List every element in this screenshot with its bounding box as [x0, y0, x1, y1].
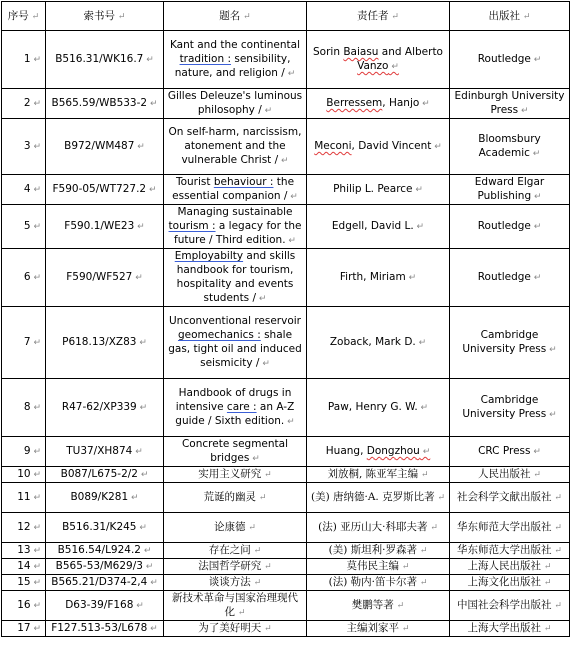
cell-publisher	[450, 575, 570, 591]
cell-author	[307, 307, 450, 379]
title-text: 新技术革命与国家治理现代化 ↵	[172, 592, 298, 618]
cell-no	[2, 437, 46, 467]
author-text-mid: , Hanjo ↵	[382, 97, 429, 109]
table-row	[2, 437, 570, 467]
cell-call-number-text: B972/WM487 ↵	[64, 140, 145, 152]
cell-publisher	[450, 513, 570, 543]
cell-title	[164, 249, 307, 307]
title-text-rest: an A-Z guide / Sixth edition. ↵	[175, 401, 294, 427]
header-row	[2, 2, 570, 31]
cell-publisher	[450, 467, 570, 483]
title-marked-text: geomechanics :	[177, 329, 261, 341]
cell-author	[307, 249, 450, 307]
author-text: Edgell, David L. ↵	[332, 220, 424, 232]
cell-title	[164, 175, 307, 205]
cell-call-number-text: B516.31/K245 ↵	[62, 521, 147, 533]
table-row	[2, 89, 570, 119]
cell-call-number	[46, 543, 164, 559]
cell-publisher	[450, 89, 570, 119]
title-marked-text: behaviour :	[213, 176, 274, 188]
header-no: 序号 ↵	[2, 2, 46, 31]
cell-no	[2, 513, 46, 543]
cell-no-text: 5 ↵	[24, 220, 41, 232]
cell-call-number	[46, 175, 164, 205]
cell-publisher-text: 人民出版社 ↵	[478, 468, 541, 480]
author-marked-text: Baiasu	[343, 46, 379, 58]
title-text: 荒诞的幽灵 ↵	[204, 491, 267, 503]
cell-call-number-text: B516.54/L924.2 ↵	[58, 544, 152, 556]
cell-publisher-text: 上海大学出版社 ↵	[468, 622, 552, 634]
table-row	[2, 31, 570, 89]
author-text: Sorin	[313, 46, 344, 58]
cell-title	[164, 119, 307, 175]
cell-author	[307, 119, 450, 175]
author-marked-text-2: Vanzo ↵	[357, 60, 399, 72]
table-row	[2, 621, 570, 637]
cell-title	[164, 621, 307, 637]
author-text: 刘放桐, 陈亚军主编 ↵	[327, 468, 428, 480]
title-text: Handbook of drugs in intensive	[175, 387, 292, 413]
cell-call-number	[46, 467, 164, 483]
title-text-rest: the essential companion / ↵	[172, 176, 298, 202]
cell-call-number-text: TU37/XH874 ↵	[66, 445, 143, 457]
cell-publisher	[450, 483, 570, 513]
cell-title	[164, 559, 307, 575]
cell-publisher	[450, 437, 570, 467]
title-text: 实用主义研究 ↵	[198, 468, 271, 480]
cell-no	[2, 175, 46, 205]
title-marked-text: tourism :	[168, 220, 216, 232]
cell-no	[2, 205, 46, 249]
cell-title	[164, 483, 307, 513]
cell-call-number-text: B565.21/D374-2,4 ↵	[51, 576, 158, 588]
cell-no-text: 9 ↵	[24, 445, 41, 457]
cell-author	[307, 591, 450, 621]
cell-author	[307, 31, 450, 89]
title-text: Tourist	[175, 176, 214, 188]
title-marked-text: Employabilty	[174, 250, 244, 262]
title-text: Concrete segmental bridges ↵	[182, 438, 288, 464]
title-text: Gilles Deleuze's luminous philosophy / ↵	[168, 90, 302, 116]
author-text: (美) 斯坦利·罗森著 ↵	[329, 544, 428, 556]
table-row	[2, 543, 570, 559]
author-text-mid: and Alberto	[378, 46, 443, 58]
cell-title	[164, 513, 307, 543]
cell-publisher	[450, 249, 570, 307]
cell-call-number-text: R47-62/XP339 ↵	[62, 401, 147, 413]
cell-title	[164, 379, 307, 437]
cell-no-text: 13 ↵	[17, 544, 41, 556]
cell-call-number-text: F590-05/WT727.2 ↵	[52, 183, 156, 195]
cell-publisher	[450, 379, 570, 437]
title-text-rest: sensibility, nature, and religion / ↵	[175, 53, 296, 79]
cell-author	[307, 437, 450, 467]
cell-call-number	[46, 559, 164, 575]
cell-call-number	[46, 483, 164, 513]
cell-call-number	[46, 307, 164, 379]
author-text: Paw, Henry G. W. ↵	[328, 401, 428, 413]
cell-call-number	[46, 205, 164, 249]
header-author: 责任者 ↵	[307, 2, 450, 31]
cell-call-number	[46, 575, 164, 591]
cell-publisher-text: Edinburgh University Press ↵	[455, 90, 565, 116]
cell-no-text: 1 ↵	[24, 53, 41, 65]
cell-no-text: 10 ↵	[17, 468, 41, 480]
table-row	[2, 483, 570, 513]
cell-call-number-text: B565.59/WB533-2 ↵	[52, 97, 158, 109]
author-text: 莫伟民主编 ↵	[347, 560, 410, 572]
table-row	[2, 575, 570, 591]
cell-call-number-text: P618.13/XZ83 ↵	[62, 336, 147, 348]
table-row	[2, 249, 570, 307]
cell-no	[2, 249, 46, 307]
title-text: 存在之问 ↵	[209, 544, 261, 556]
cell-call-number-text: F590/WF527 ↵	[66, 271, 143, 283]
cell-publisher	[450, 205, 570, 249]
cell-call-number-text: D63-39/F168 ↵	[65, 599, 144, 611]
cell-no-text: 6 ↵	[24, 271, 41, 283]
title-text: 法国哲学研究 ↵	[198, 560, 271, 572]
author-text: Huang,	[325, 445, 367, 457]
table-row	[2, 119, 570, 175]
cell-no-text: 8 ↵	[24, 401, 41, 413]
cell-title	[164, 205, 307, 249]
cell-no-text: 17 ↵	[17, 622, 41, 634]
cell-publisher-text: 上海人民出版社 ↵	[468, 560, 552, 572]
cell-call-number	[46, 513, 164, 543]
cell-publisher-text: Routledge ↵	[478, 53, 542, 65]
author-text: 主编刘家平 ↵	[347, 622, 410, 634]
table-row	[2, 591, 570, 621]
cell-no-text: 15 ↵	[17, 576, 41, 588]
cell-call-number-text: F590.1/WE23 ↵	[64, 220, 144, 232]
table-row	[2, 467, 570, 483]
table-row	[2, 307, 570, 379]
cell-no-text: 11 ↵	[17, 491, 41, 503]
cell-publisher-text: Bloomsbury Academic ↵	[478, 133, 541, 159]
cell-no	[2, 575, 46, 591]
cell-call-number-text: B565-53/M629/3 ↵	[56, 560, 154, 572]
author-text: Zoback, Mark D. ↵	[330, 336, 426, 348]
cell-publisher-text: 中国社会科学出版社 ↵	[457, 599, 562, 611]
cell-publisher-text: CRC Press ↵	[478, 445, 541, 457]
cell-call-number-text: B516.31/WK16.7 ↵	[55, 53, 154, 65]
catalog-table	[1, 1, 570, 637]
table-row	[2, 559, 570, 575]
cell-call-number	[46, 437, 164, 467]
cell-call-number-text: F127.513-53/L678 ↵	[51, 622, 157, 634]
header-title: 题名 ↵	[164, 2, 307, 31]
cell-publisher-text: Edward Elgar Publishing ↵	[475, 176, 544, 202]
cell-call-number	[46, 591, 164, 621]
cell-no	[2, 307, 46, 379]
cell-publisher-text: 华东师范大学出版社 ↵	[457, 521, 562, 533]
cell-no-text: 14 ↵	[17, 560, 41, 572]
cell-author	[307, 559, 450, 575]
table-row	[2, 513, 570, 543]
cell-title	[164, 31, 307, 89]
cell-no	[2, 559, 46, 575]
cell-no-text: 3 ↵	[24, 140, 41, 152]
author-marked-text: Berressem	[326, 97, 383, 109]
title-text: Kant and the continental	[169, 39, 301, 51]
cell-call-number	[46, 249, 164, 307]
cell-publisher	[450, 559, 570, 575]
cell-no	[2, 621, 46, 637]
cell-call-number	[46, 31, 164, 89]
author-text: Philip L. Pearce ↵	[333, 183, 423, 195]
cell-call-number-text: B087/L675-2/2 ↵	[61, 468, 149, 480]
cell-publisher-text: Cambridge University Press ↵	[462, 394, 556, 420]
author-text: 樊鹏等著 ↵	[352, 599, 404, 611]
cell-author	[307, 543, 450, 559]
cell-title	[164, 543, 307, 559]
cell-no	[2, 89, 46, 119]
cell-publisher-text: Routledge ↵	[478, 271, 542, 283]
cell-call-number	[46, 379, 164, 437]
title-text: Unconventional reservoir	[169, 315, 301, 327]
author-text: (美) 唐纳德·A. 克罗斯比著 ↵	[311, 491, 445, 503]
author-text: (法) 亚历山大·科耶夫著 ↵	[318, 521, 438, 533]
title-text-rest: and skills handbook for tourism, hospitality and events students / ↵	[177, 250, 296, 304]
cell-title	[164, 467, 307, 483]
title-text-rest: a legacy for the future / Third edition. ↵	[174, 220, 301, 246]
cell-no-text: 16 ↵	[17, 599, 41, 611]
title-text: Managing sustainable	[177, 206, 293, 218]
table-row	[2, 205, 570, 249]
cell-author	[307, 205, 450, 249]
cell-author	[307, 467, 450, 483]
cell-no	[2, 379, 46, 437]
cell-publisher-text: Cambridge University Press ↵	[462, 329, 556, 355]
cell-no-text: 2 ↵	[24, 97, 41, 109]
table-row	[2, 175, 570, 205]
cell-title	[164, 307, 307, 379]
cell-title	[164, 575, 307, 591]
title-text: 为了美好明天 ↵	[198, 622, 271, 634]
title-marked-text: care :	[226, 401, 257, 413]
author-marked-text: Dongzhou ↵	[367, 445, 430, 457]
cell-publisher-text: 社会科学文献出版社 ↵	[457, 491, 562, 503]
title-text: 论康德 ↵	[214, 521, 256, 533]
cell-author	[307, 89, 450, 119]
cell-publisher	[450, 307, 570, 379]
cell-title	[164, 89, 307, 119]
cell-author	[307, 483, 450, 513]
author-text-mid: , David Vincent ↵	[352, 140, 442, 152]
cell-no	[2, 591, 46, 621]
cell-publisher	[450, 119, 570, 175]
cell-author	[307, 513, 450, 543]
table-row	[2, 379, 570, 437]
cell-publisher-text: Routledge ↵	[478, 220, 542, 232]
title-text: On self-harm, narcissism, atonement and the vulnerable Christ / ↵	[169, 126, 302, 166]
cell-no	[2, 119, 46, 175]
cell-author	[307, 575, 450, 591]
cell-publisher	[450, 31, 570, 89]
cell-publisher	[450, 591, 570, 621]
title-text-rest: shale gas, tight oil and induced seismicity / ↵	[168, 329, 302, 369]
title-marked-text: tradition :	[179, 53, 232, 65]
cell-author	[307, 621, 450, 637]
cell-no-text: 7 ↵	[24, 336, 41, 348]
cell-call-number-text: B089/K281 ↵	[70, 491, 138, 503]
cell-author	[307, 379, 450, 437]
cell-no-text: 12 ↵	[17, 521, 41, 533]
cell-call-number	[46, 621, 164, 637]
author-marked-text: Meconi	[314, 140, 352, 152]
author-text: (法) 勒内·笛卡尔著 ↵	[329, 576, 428, 588]
header-publisher: 出版社 ↵	[450, 2, 570, 31]
cell-call-number	[46, 119, 164, 175]
cell-publisher	[450, 621, 570, 637]
cell-author	[307, 175, 450, 205]
cell-title	[164, 437, 307, 467]
cell-publisher	[450, 543, 570, 559]
author-text: Firth, Miriam ↵	[340, 271, 416, 283]
cell-no	[2, 483, 46, 513]
cell-publisher-text: 华东师范大学出版社 ↵	[457, 544, 562, 556]
cell-call-number	[46, 89, 164, 119]
cell-no	[2, 467, 46, 483]
cell-no	[2, 543, 46, 559]
header-call-number: 索书号 ↵	[46, 2, 164, 31]
cell-no-text: 4 ↵	[24, 183, 41, 195]
cell-publisher	[450, 175, 570, 205]
cell-no	[2, 31, 46, 89]
cell-title	[164, 591, 307, 621]
title-text: 谈谈方法 ↵	[209, 576, 261, 588]
cell-publisher-text: 上海文化出版社 ↵	[468, 576, 552, 588]
